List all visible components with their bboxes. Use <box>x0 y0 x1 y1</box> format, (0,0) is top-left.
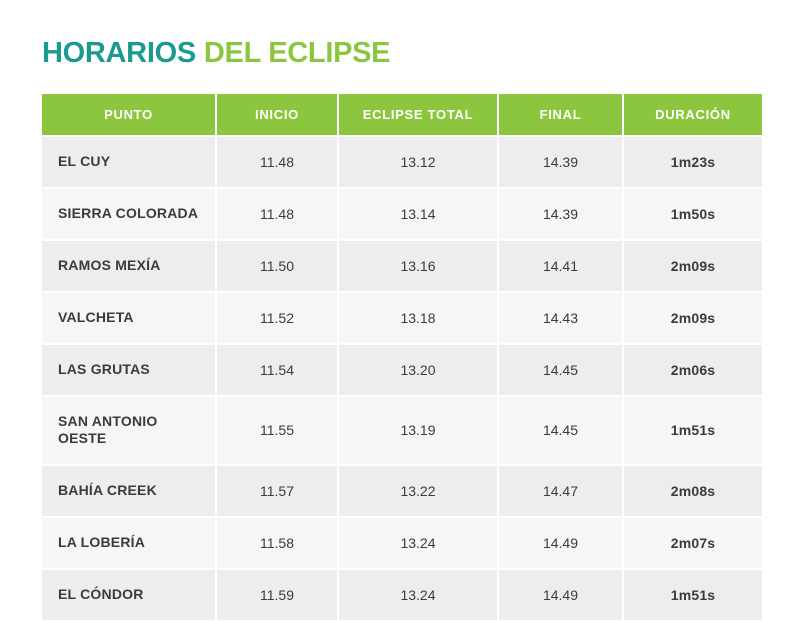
cell-punto: BAHÍA CREEK <box>42 466 217 516</box>
column-header-inicio: INICIO <box>217 94 339 135</box>
eclipse-schedule-table <box>42 92 762 622</box>
column-header-eclipse-total: ECLIPSE TOTAL <box>339 94 499 135</box>
cell-duracion: 1m51s <box>624 570 762 620</box>
table-header-row <box>42 94 762 135</box>
cell-final: 14.43 <box>499 293 624 343</box>
cell-eclipse-total: 13.24 <box>339 570 499 620</box>
table-row <box>42 570 762 620</box>
page-title-part2: DEL ECLIPSE <box>203 37 391 69</box>
cell-duracion: 2m07s <box>624 518 762 568</box>
cell-eclipse-total: 13.16 <box>339 241 499 291</box>
table-row <box>42 397 762 464</box>
cell-final: 14.45 <box>499 397 624 464</box>
cell-punto: EL CUY <box>42 137 217 187</box>
table-row <box>42 293 762 343</box>
cell-inicio: 11.52 <box>217 293 339 343</box>
cell-final: 14.39 <box>499 137 624 187</box>
column-header-final: FINAL <box>499 94 624 135</box>
table-row <box>42 518 762 568</box>
table-row <box>42 189 762 239</box>
cell-inicio: 11.58 <box>217 518 339 568</box>
cell-inicio: 11.54 <box>217 345 339 395</box>
column-header-duracion: DURACIÓN <box>624 94 762 135</box>
page-title-part1: HORARIOS <box>42 37 196 69</box>
cell-eclipse-total: 13.20 <box>339 345 499 395</box>
cell-duracion: 1m50s <box>624 189 762 239</box>
cell-duracion: 2m06s <box>624 345 762 395</box>
cell-duracion: 2m09s <box>624 241 762 291</box>
cell-inicio: 11.48 <box>217 137 339 187</box>
cell-punto: SIERRA COLORADA <box>42 189 217 239</box>
cell-eclipse-total: 13.12 <box>339 137 499 187</box>
cell-final: 14.39 <box>499 189 624 239</box>
cell-duracion: 1m51s <box>624 397 762 464</box>
cell-punto: EL CÓNDOR <box>42 570 217 620</box>
cell-punto: VALCHETA <box>42 293 217 343</box>
cell-final: 14.49 <box>499 570 624 620</box>
cell-duracion: 2m09s <box>624 293 762 343</box>
table-body <box>42 137 762 620</box>
cell-punto: RAMOS MEXÍA <box>42 241 217 291</box>
cell-eclipse-total: 13.14 <box>339 189 499 239</box>
column-header-punto: PUNTO <box>42 94 217 135</box>
cell-punto: LA LOBERÍA <box>42 518 217 568</box>
cell-inicio: 11.57 <box>217 466 339 516</box>
cell-inicio: 11.50 <box>217 241 339 291</box>
table-row <box>42 241 762 291</box>
table-row <box>42 345 762 395</box>
cell-inicio: 11.48 <box>217 189 339 239</box>
table-row <box>42 466 762 516</box>
cell-eclipse-total: 13.18 <box>339 293 499 343</box>
cell-inicio: 11.59 <box>217 570 339 620</box>
cell-final: 14.47 <box>499 466 624 516</box>
cell-inicio: 11.55 <box>217 397 339 464</box>
cell-eclipse-total: 13.22 <box>339 466 499 516</box>
table-header <box>42 94 762 135</box>
cell-duracion: 2m08s <box>624 466 762 516</box>
cell-final: 14.49 <box>499 518 624 568</box>
table-row <box>42 137 762 187</box>
cell-punto: SAN ANTONIO OESTE <box>42 397 217 464</box>
cell-eclipse-total: 13.19 <box>339 397 499 464</box>
cell-final: 14.41 <box>499 241 624 291</box>
page-title <box>42 38 760 70</box>
cell-final: 14.45 <box>499 345 624 395</box>
cell-duracion: 1m23s <box>624 137 762 187</box>
cell-punto: LAS GRUTAS <box>42 345 217 395</box>
cell-eclipse-total: 13.24 <box>339 518 499 568</box>
